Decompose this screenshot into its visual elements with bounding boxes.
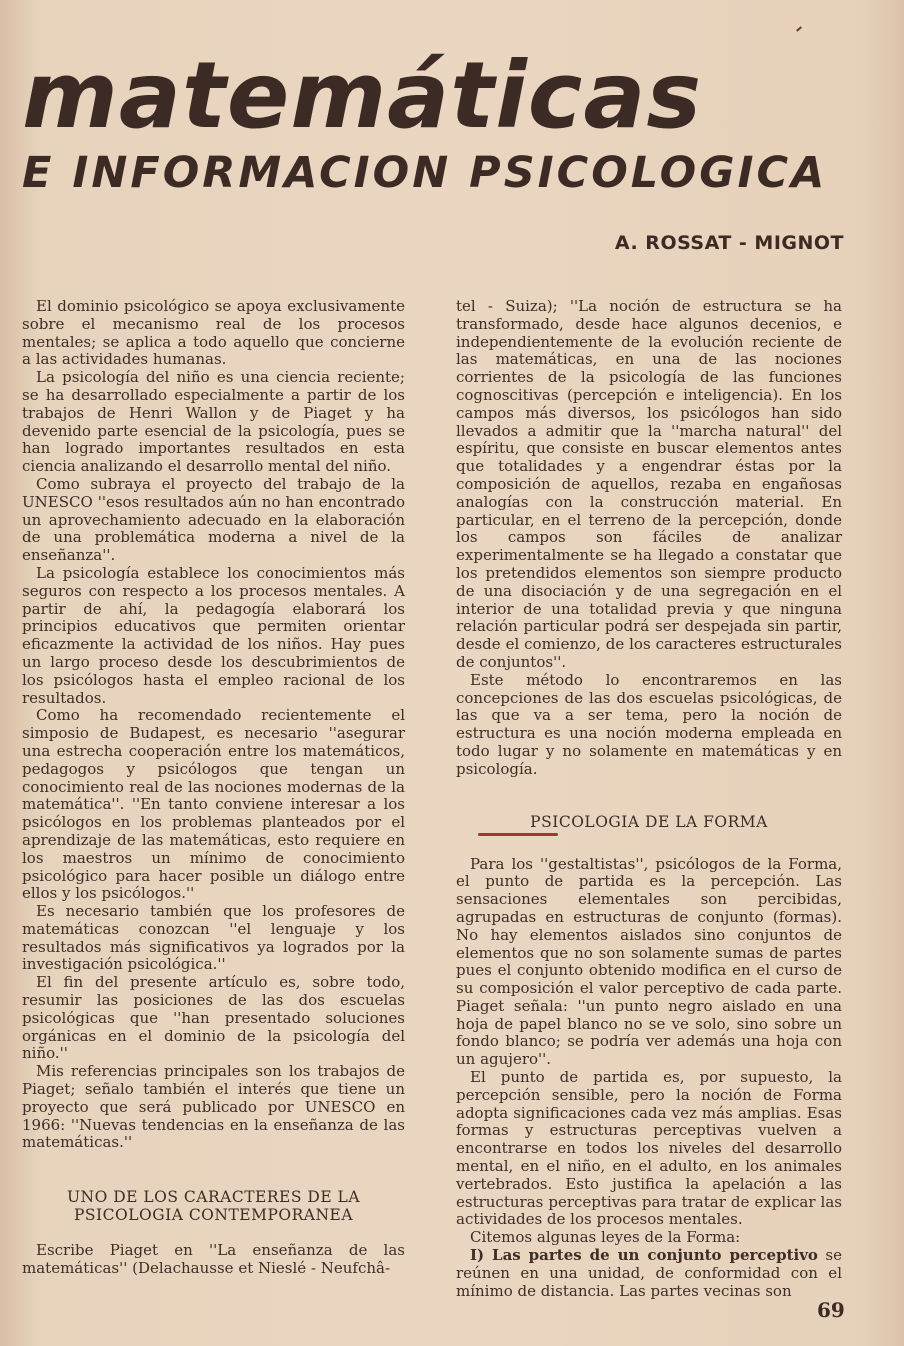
- paragraph: Para los ''gestaltistas'', psicólogos de la Forma, el punto de partida es la percepción. Las sensaciones elementales son percibidas, agrupadas en estructuras de conjunto (formas). No hay elementos aislados sino conjuntos de elementos que no son solamente sumas de partes pues el conjunto obtenido modifica en el curso de su composición el valor perceptivo de cada parte. Piaget señala: ''un punto negro aislado en una hoja de papel blanco no se ve solo, sino sobre un fondo blanco; se podría ver además una hoja con un agujero''.: [456, 854, 842, 1069]
- law-text: se reúnen en una unidad, de conformidad con el mínimo de distancia. Las partes vecinas son: [456, 1246, 842, 1300]
- paragraph: Es necesario también que los profesores de matemáticas conozcan ''el lenguaje y los resultados más significativos ya logrados por la investigación psicológica.'': [22, 902, 405, 974]
- paper-speck: [796, 26, 802, 31]
- paragraph: Mis referencias principales son los trabajos de Piaget; señalo también el interés que tiene un proyecto que será publicado por UNESCO en 1966: ''Nuevas tendencias en la enseñanza de las matemáticas.'': [22, 1062, 405, 1152]
- section-heading-line: PSICOLOGIA CONTEMPORANEA: [73, 1206, 354, 1225]
- paragraph: El fin del presente artículo es, sobre todo, resumir las posiciones de las dos escuelas psicológicas que ''han presentado soluciones orgánicas en el dominio de la psicología del niño.'': [22, 973, 405, 1063]
- paragraph: El punto de partida es, por supuesto, la percepción sensible, pero la noción de Forma adopta significaciones cada vez más amplias. Esas formas y estructuras perceptivas vuelven a encontrarse en todos los niveles del desarrollo mental, en el niño, en el adulto, en los animales vertebrados. Esto justifica la apelación a las estructuras perceptivas para tratar de explicar las actividades de los procesos mentales.: [456, 1068, 842, 1229]
- article-author: A. ROSSAT - MIGNOT: [614, 232, 844, 254]
- paragraph: tel - Suiza); ''La noción de estructura se ha transformado, desde hace algunos decenios, e independientemente de la evolución reciente de las matemáticas, en una de las nociones corrientes de la psicología de las funciones cognoscitivas (percepción e inteligencia). En los campos más diversos, los psicólogos han sido llevados a admitir que la ''marcha natural'' del espíritu, que consiste en buscar elementos antes que totalidades y a engendrar éstas por la composición de aquellos, rezaba en engañosas analogías con la construcción material. En particular, en el terreno de la percepción, donde los campos son fáciles de analizar experimentalmente se ha llegado a constatar que los pretendidos elementos son siempre producto de una disociación y de una segregación en el interior de una totalidad previa y que ninguna relación particular podrá ser despejada sin partir, desde el comienzo, de los caracteres estructurales de conjuntos''.: [456, 297, 842, 671]
- page-number: 69: [817, 1298, 845, 1322]
- right-column: [456, 298, 842, 1300]
- paragraph: Citemos algunas leyes de la Forma:: [470, 1228, 741, 1247]
- section-heading-text: PSICOLOGIA DE LA FORMA: [530, 812, 768, 831]
- paragraph: Como ha recomendado recientemente el simposio de Budapest, es necesario ''asegurar una estrecha cooperación entre los matemáticos, pedagogos y psicólogos que tengan un conocimiento real de las nociones modernas de la matemática''. ''En tanto conviene interesar a los psicólogos en los problemas planteados por el aprendizaje de las matemáticas, esto requiere en los maestros un mínimo de conocimiento psicológico para hacer posible un diálogo entre ellos y los psicólogos.'': [22, 706, 405, 903]
- paragraph: Este método lo encontraremos en las concepciones de las dos escuelas psicológicas, de las que va a ser tema, pero la noción de estructura es una noción moderna empleada en todo lugar y no solamente en matemáticas y en psicología.: [456, 670, 842, 778]
- article-subtitle: E INFORMACION PSICOLOGICA: [22, 148, 828, 198]
- left-column: [22, 298, 405, 1278]
- section-heading: [22, 1188, 405, 1224]
- section-heading: [456, 813, 842, 836]
- paragraph: El dominio psicológico se apoya exclusivamente sobre el mecanismo real de los procesos mentales; se aplica a todo aquello que concierne a las actividades humanas.: [22, 297, 405, 369]
- paragraph: Escribe Piaget en ''La enseñanza de las matemáticas'' (Delachausse et Nieslé - Neufchâ-: [22, 1241, 405, 1278]
- paragraph: La psicología del niño es una ciencia reciente; se ha desarrollado especialmente a partir de los trabajos de Henri Wallon y de Piaget y ha devenido parte esencial de la psicología, pues se han logrado importantes resultados en esta ciencia analizando el desarrollo mental del niño.: [22, 368, 405, 476]
- article-title: matemáticas: [22, 42, 703, 149]
- red-pencil-underline: [478, 833, 558, 836]
- paragraph: Como subraya el proyecto del trabajo de la UNESCO ''esos resultados aún no han encontrado un aprovechamiento adecuado en la elaboración de una problemática moderna a nivel de la enseñanza''.: [22, 474, 405, 565]
- law-paragraph: [456, 1247, 842, 1300]
- law-heading: I) Las partes de un conjunto perceptivo: [470, 1246, 818, 1265]
- paragraph: La psicología establece los conocimientos más seguros con respecto a los procesos mentales. A partir de ahí, la pedagogía elaborará los principios educativos que permiten orientar eficazmente la actividad de los niños. Hay pues un largo proceso desde los descubrimientos de los psicólogos hasta el empleo racional de los resultados.: [22, 563, 405, 707]
- section-heading-line: UNO DE LOS CARACTERES DE LA: [66, 1188, 361, 1207]
